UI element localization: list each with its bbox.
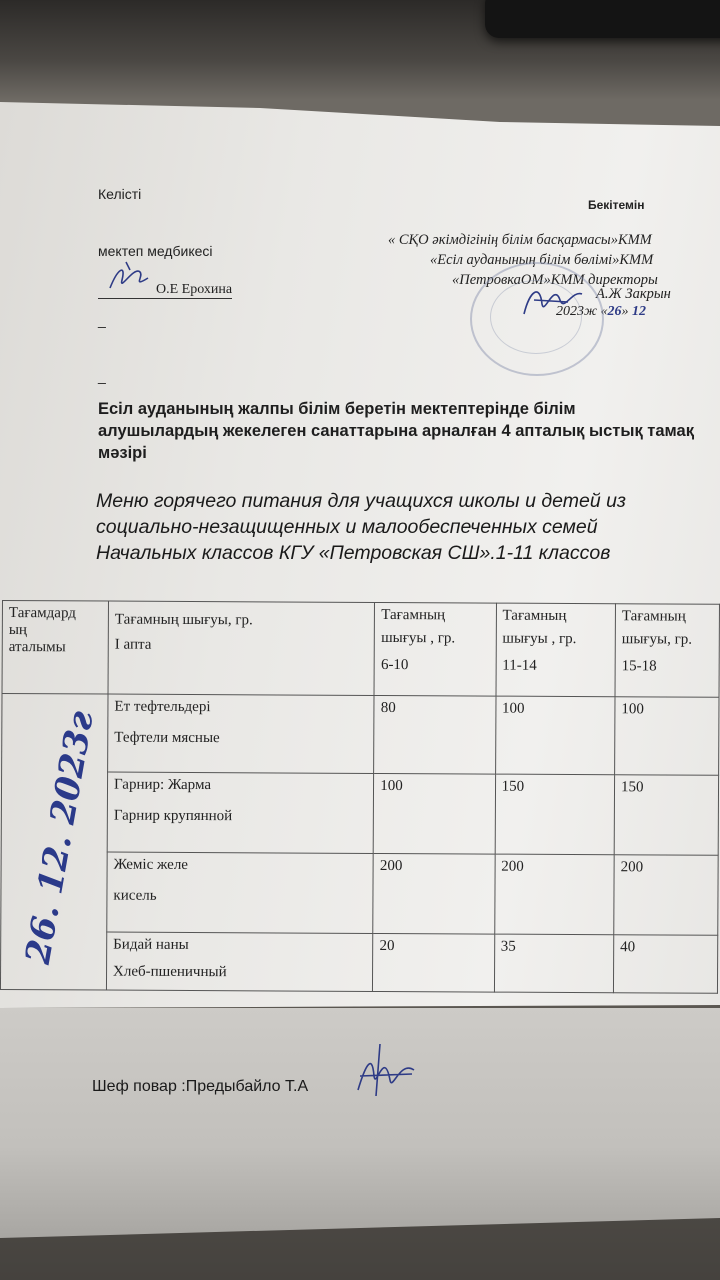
dish-ru: Тефтели мясные <box>114 729 220 747</box>
date-month: 12 <box>632 304 647 319</box>
dish-kz: Жеміс желе <box>113 856 189 873</box>
dish-kz: Ет тефтельдері <box>114 698 211 716</box>
header-col3-line3: 6-10 <box>380 656 409 674</box>
dish-ru: Гарнир крупянной <box>113 807 233 825</box>
portion-15-18: 200 <box>614 855 718 936</box>
table-header-row <box>2 601 719 698</box>
menu-table <box>0 600 720 994</box>
header-dish-name <box>2 601 108 695</box>
portion-11-14: 100 <box>495 696 615 775</box>
dish-kz: Гарнир: Жарма <box>113 776 212 794</box>
portion-15-18: 100 <box>615 697 719 776</box>
nurse-signature <box>104 258 164 298</box>
approve-label: Бекітемін <box>588 198 645 212</box>
portion-11-14: 150 <box>495 774 615 855</box>
header-age-15-18 <box>615 604 720 698</box>
document-title-kz: Есіл ауданының жалпы білім беретін мектептерінде білім алушылардың жекелеген санаттарына арналған 4 апталық ыстық тамақ мәзірі <box>98 400 694 462</box>
portion-11-14: 200 <box>494 854 614 935</box>
dish-kz: Бидай наны <box>113 936 189 953</box>
dish-cell <box>107 852 374 933</box>
header-col4-line2: шығуы , гр. <box>502 630 577 648</box>
table-row <box>1 772 718 856</box>
header-col2-line2: І апта <box>114 636 152 653</box>
dish-cell <box>108 694 375 773</box>
header-col1-line2: ың <box>8 622 27 639</box>
org-line-3: «ПетровкаОМ»КММ директоры <box>452 272 658 288</box>
header-age-11-14 <box>496 603 616 697</box>
portion-6-10: 200 <box>373 853 495 934</box>
agreed-label: Келісті <box>98 186 142 202</box>
header-col5-line3: 15-18 <box>621 658 657 675</box>
phone-edge <box>485 0 720 38</box>
header-col1-line3: аталымы <box>8 639 66 656</box>
header-col5-line2: шығуы, гр. <box>621 631 693 648</box>
nurse-name: О.Е Ерохина <box>156 282 233 297</box>
header-week <box>108 601 375 695</box>
org-line-1: « СҚО әкімдігінің білім басқармасы»КММ <box>388 232 652 248</box>
director-name: А.Ж Закрын <box>596 286 671 302</box>
table-row <box>0 931 717 993</box>
dash-line-2: _ <box>98 368 106 384</box>
date-day: 26 <box>607 304 622 319</box>
date-prefix: 2023ж « <box>556 304 608 319</box>
table-row <box>2 694 719 776</box>
nurse-role: мектеп медбикесі <box>98 243 213 259</box>
header-age-6-10 <box>374 602 496 696</box>
header-col5-line1: Тағамның <box>621 608 686 625</box>
chef-signature-line: Шеф повар :Предыбайло Т.А <box>92 1078 309 1095</box>
date-mid: » <box>621 304 633 319</box>
header-col1-line1: Тағамдард <box>8 605 76 622</box>
header-col4-line3: 11-14 <box>502 657 537 674</box>
table-row <box>1 851 718 935</box>
header-col2-line1: Тағамның шығуы, гр. <box>114 611 253 629</box>
header-col3-line2: шығуы , гр. <box>381 629 456 647</box>
portion-6-10: 80 <box>374 695 496 774</box>
portion-11-14: 35 <box>494 934 614 993</box>
header-col4-line1: Тағамның <box>502 607 567 624</box>
title-ru-line-3: Начальных классов КГУ «Петровская СШ».1-11 классов <box>96 542 611 564</box>
portion-15-18: 40 <box>613 935 717 994</box>
portion-15-18: 150 <box>614 775 718 856</box>
handwritten-date: 26. 12. 2023г <box>18 708 102 967</box>
director-signature <box>520 280 590 320</box>
document-title-ru <box>96 488 716 566</box>
header-col3-line1: Тағамның <box>381 606 446 624</box>
title-ru-line-1: Меню горячего питания для учащихся школы и детей из <box>96 490 626 512</box>
org-line-2: «Есіл ауданының білім бөлімі»КММ <box>430 252 654 268</box>
portion-6-10: 20 <box>373 933 495 992</box>
dish-ru: Хлеб-пшеничный <box>113 963 227 981</box>
dish-ru: кисель <box>113 887 157 904</box>
dish-cell <box>106 932 373 991</box>
portion-6-10: 100 <box>373 773 495 854</box>
chef-signature <box>350 1040 420 1100</box>
dish-cell <box>107 772 374 853</box>
title-ru-line-2: социально-незащищенных и малообеспеченных семей <box>96 516 598 538</box>
dash-line-1: _ <box>98 312 106 328</box>
